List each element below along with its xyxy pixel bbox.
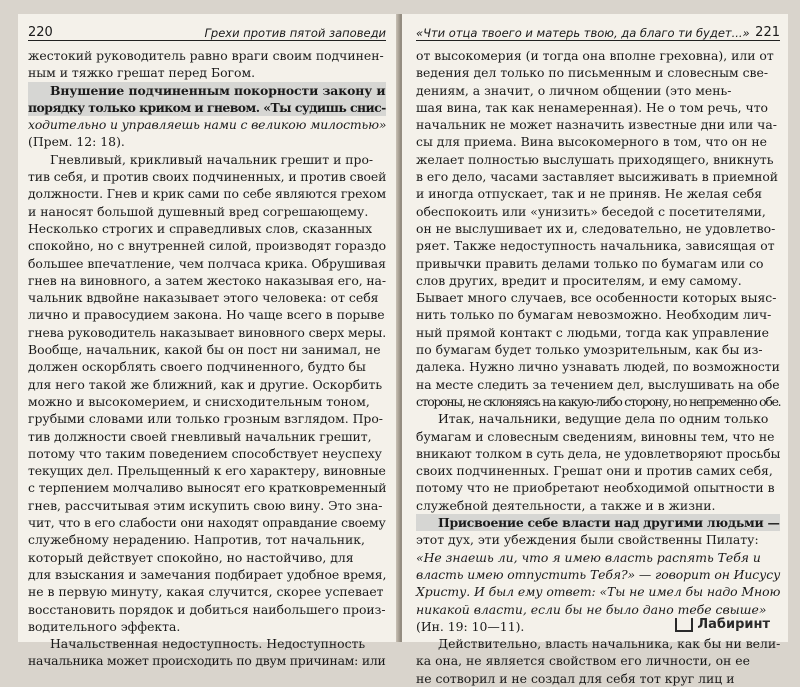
text-line: должен оскорблять своего подчиненного, будто бы xyxy=(28,359,366,375)
text-line: Бывает много случаев, все особенности которых выяс- xyxy=(416,290,777,306)
text-line: вникают толком в суть дела, не удовлетворяют просьбы xyxy=(416,445,781,461)
watermark-text: Лабиринт xyxy=(697,617,770,632)
text-line: он не выслушивает их и, следовательно, не удовлетво- xyxy=(416,220,776,236)
quote-line: «Не знаешь ли, что я имею власть распять Тебя и xyxy=(416,549,761,565)
text-line: не сотворил и не создал для себя тот круг лиц и xyxy=(416,670,735,686)
text-line: восстановить порядок и добиться наибольшего произ- xyxy=(28,601,386,617)
text-line: от высокомерия (и тогда она вполне греховна), или от xyxy=(416,48,774,63)
text-line: этот дух, эти убеждения были свойственны Пилату: xyxy=(416,532,759,548)
text-line: ведения дел только по письменным и словесным све- xyxy=(416,65,769,81)
text-line: желает полностью выслушать приходящего, вникнуть xyxy=(416,151,774,167)
quote-line: никакой власти, если бы не было дано тебе свыше» xyxy=(416,601,767,617)
right-page-text xyxy=(416,47,780,687)
quote-line: власть имею отпустить Тебя?» — говорит он Иисусу xyxy=(416,566,781,582)
text-line: обеспокоить или «унизить» беседой с посетителями, xyxy=(416,203,766,219)
text-line: Итак, начальники, ведущие дела по одним только xyxy=(438,411,769,427)
section-heading: Присвоение себе власти над другими людьми — xyxy=(416,514,780,531)
text-line: в его дело, часами заставляет высиживать в приемной xyxy=(416,169,779,185)
text-line: на месте следить за течением дел, выслушивать на обе xyxy=(416,376,780,392)
text-line: потому что не приобретают необходимой опытности в xyxy=(416,480,775,496)
citation: (Прем. 12: 18). xyxy=(28,134,125,150)
text-line: начальник не может назначить известные дни или ча- xyxy=(416,117,777,133)
section-heading: порядку только криком и гневом. «Ты судишь снис- xyxy=(28,99,386,115)
text-line: Гневливый, крикливый начальник грешит и про- xyxy=(50,151,374,167)
left-page-number: 220 xyxy=(28,25,53,40)
text-line: шая вина, так как ненамеренная). Не о том речь, что xyxy=(416,99,769,115)
text-line: не в первую минуту, какая случится, скорее успевает xyxy=(28,584,384,600)
text-line: и иногда отпускает, так и не приняв. Не желая себя xyxy=(416,186,763,202)
right-page-number: 221 xyxy=(755,25,780,40)
text-line: грубыми словами или только грозным взглядом. Про- xyxy=(28,411,383,427)
text-line: Вообще, начальник, какой бы он пост ни занимал, не xyxy=(28,342,381,358)
left-page xyxy=(18,14,398,669)
text-line: ка она, не является свойством его личности, он ее xyxy=(416,653,750,669)
text-line: который действует спокойно, но настойчиво, для xyxy=(28,549,354,565)
text-line: тив себя, и против своих подчиненных, и против своей xyxy=(28,169,387,185)
text-line: привычки править делами только по бумагам или со xyxy=(416,255,764,271)
text-line: ным и тяжко грешат перед Богом. xyxy=(28,65,256,81)
text-line: по бумагам будет только умозрительным, как бы из- xyxy=(416,342,763,358)
text-line: ряет. Также недоступность начальника, зависящая от xyxy=(416,238,775,254)
text-line: тив должности своей гневливый начальник грешит, xyxy=(28,428,372,444)
text-line: чальник вдвойне наказывает этого человека: от себя xyxy=(28,290,379,306)
text-line: водительного эффекта. xyxy=(28,618,181,634)
right-page-header xyxy=(416,14,780,41)
labirint-watermark xyxy=(675,617,770,632)
text-line: гнев на виновного, а затем жестоко наказывая его, на- xyxy=(28,272,386,288)
text-line: нить только по бумагам невозможно. Необходим лич- xyxy=(416,307,772,323)
text-line: лично и правосудием закона. Но чаще всего в порыве xyxy=(28,307,385,323)
text-line: с терпением молчаливо выносят его кратковременный xyxy=(28,480,387,496)
right-page xyxy=(402,14,788,686)
section-heading-line: Начальственная недоступность. Недоступность xyxy=(50,636,366,652)
text-line: для взыскания и замечания подбирает удобное время, xyxy=(28,566,387,582)
text-line: своих подчиненных. Грешат они и против самих себя, xyxy=(416,463,773,479)
text-line: слов других, вредит и просителям, и ему самому. xyxy=(416,272,742,288)
citation: (Ин. 19: 10—11). xyxy=(416,618,525,634)
quote-line: Христу. И был ему ответ: «Ты не имел бы надо Мною xyxy=(416,584,781,600)
text-line: должности. Гнев и крик сами по себе являются грехом xyxy=(28,186,387,202)
right-running-title: «Чти отца твоего и матерь твою, да благо ти будет...» xyxy=(416,26,750,40)
text-line: дениям, а значит, о личном общении (это мень- xyxy=(416,82,732,98)
text-line: ный прямой контакт с людьми, тогда как управление xyxy=(416,324,770,340)
section-heading: Внушение подчиненным покорности закону и xyxy=(28,82,386,99)
left-running-title: Грехи против пятой заповеди xyxy=(204,26,386,40)
text-line: Несколько строгих и справедливых слов, сказанных xyxy=(28,220,373,236)
quote-line: ходительно и управляешь нами с великою милостью» xyxy=(28,117,387,133)
text-line: можно и высокомерием, и снисходительным тоном, xyxy=(28,393,370,409)
left-page-text xyxy=(28,47,386,670)
text-line: служебной деятельности, а также и в жизни. xyxy=(416,497,716,513)
text-line: большее впечатление, чем полчаса крика. Обрушивая xyxy=(28,255,386,271)
labirint-logo-icon xyxy=(675,618,693,632)
text-line: жестокий руководитель равно враги своим подчинен- xyxy=(28,48,384,63)
text-line: Действительно, власть начальника, как бы ни вели- xyxy=(438,636,781,652)
left-page-header xyxy=(28,14,386,41)
text-line: служебному нерадению. Напротив, тот начальник, xyxy=(28,532,365,548)
text-line: гнев, рассчитывая этим искупить свою вину. Это зна- xyxy=(28,497,383,513)
text-line: сы для приема. Вина высокомерного в том, что он не xyxy=(416,134,768,150)
text-line: спокойно, но с внутренней силой, производят гораздо xyxy=(28,238,387,254)
text-line: бумагам и словесным сведениям, виновны тем, что не xyxy=(416,428,775,444)
text-line: и наносят большой душевный вред согрешающему. xyxy=(28,203,369,219)
text-line: чит, что в его слабости они находят оправдание своему xyxy=(28,515,386,531)
text-line: далека. Нужно лично узнавать людей, по возможности xyxy=(416,359,780,375)
text-line: гнева руководитель наказывает виновного сверх меры. xyxy=(28,324,387,340)
text-line: для него такой же ближний, как и другие. Оскорбить xyxy=(28,376,383,392)
text-line: текущих дел. Прельщенный к его характеру, виновные xyxy=(28,463,386,479)
text-line: начальника может происходить по двум причинам: или xyxy=(28,653,386,669)
text-line: потому что таким поведением способствует неуспеху xyxy=(28,445,382,461)
text-line: стороны, не склоняясь на какую-либо сторону, но непременно обе. xyxy=(416,393,781,409)
